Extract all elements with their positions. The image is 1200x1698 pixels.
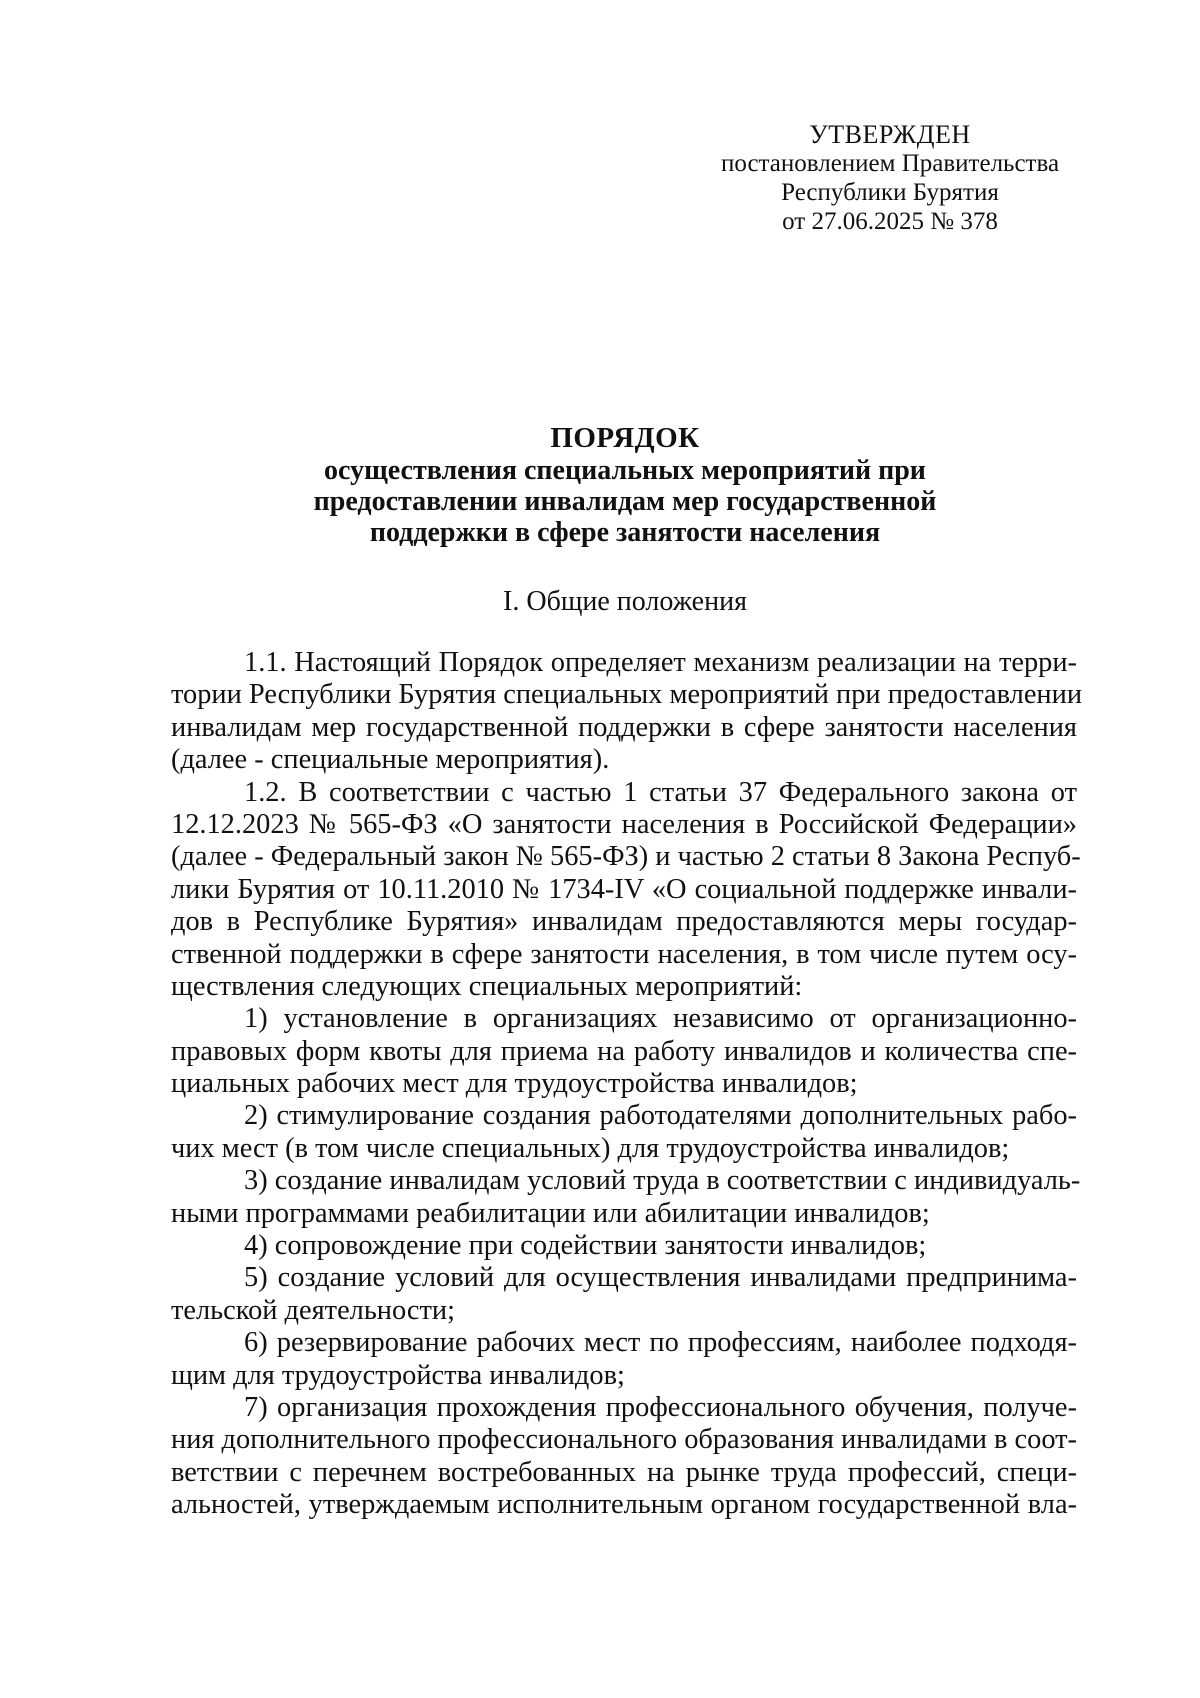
approval-line: Республики Бурятия	[781, 179, 999, 206]
body-line: тории Республики Бурятия специальных мероприятий при предоставлении	[171, 679, 1083, 711]
body-line: (далее - Федеральный закон № 565-ФЗ) и частью 2 статьи 8 Закона Респуб-	[171, 841, 1081, 873]
body-line: 7) организация прохождения профессионального обучения, получе-	[244, 1391, 1077, 1423]
body-line: ществления следующих специальных мероприятий:	[171, 970, 803, 1002]
body-line: 1) установление в организациях независимо от организационно-	[244, 1003, 1077, 1035]
body-line: правовых форм квоты для приема на работу инвалидов и количества спе-	[171, 1035, 1077, 1067]
body-line: ветствии с перечнем востребованных на рынке труда профессий, специ-	[171, 1456, 1077, 1488]
approval-line: постановлением Правительства	[720, 150, 1060, 177]
body-line: тельской деятельности;	[171, 1294, 455, 1326]
body-line: ственной поддержки в сфере занятости населения, в том числе путем осу-	[171, 938, 1077, 970]
body-line: дов в Республике Бурятия» инвалидам предоставляются меры государ-	[171, 906, 1077, 938]
body-line: 6) резервирование рабочих мест по профессиям, наиболее подходя-	[244, 1327, 1077, 1359]
body-line: 1.2. В соответствии с частью 1 статьи 37 Федерального закона от	[244, 776, 1077, 808]
body-text	[171, 647, 1083, 1522]
body-line: 5) создание условий для осуществления инвалидами предпринима-	[244, 1262, 1077, 1294]
title-main: ПОРЯДОК	[550, 422, 700, 454]
body-line: инвалидам мер государственной поддержки в сфере занятости населения	[171, 711, 1077, 743]
body-line: ния дополнительного профессионального образования инвалидами в соот-	[171, 1424, 1077, 1456]
approval-date-number: от 27.06.2025 № 378	[782, 208, 998, 235]
title-subtitle-line: предоставлении инвалидам мер государственной	[313, 486, 937, 517]
body-line: 2) стимулирование создания работодателями дополнительных рабо-	[244, 1100, 1077, 1132]
title-subtitle-line: осуществления специальных мероприятий при	[324, 455, 926, 486]
body-line: 12.12.2023 № 565-ФЗ «О занятости населения в Российской Федерации»	[171, 808, 1077, 840]
body-line: лики Бурятия от 10.11.2010 № 1734-IV «О социальной поддержке инвали-	[171, 873, 1077, 905]
body-line: альностей, утверждаемым исполнительным органом государственной вла-	[171, 1489, 1077, 1521]
body-line: 4) сопровождение при содействии занятости инвалидов;	[244, 1230, 927, 1262]
approval-stamp	[700, 120, 1080, 236]
body-line: щим для трудоустройства инвалидов;	[171, 1359, 625, 1391]
body-line: (далее - специальные мероприятия).	[171, 744, 610, 776]
body-line: циальных рабочих мест для трудоустройства инвалидов;	[171, 1068, 858, 1100]
body-line: чих мест (в том числе специальных) для трудоустройства инвалидов;	[171, 1132, 1010, 1164]
title-subtitle-line: поддержки в сфере занятости населения	[369, 517, 881, 548]
body-line: ными программами реабилитации или абилитации инвалидов;	[171, 1197, 930, 1229]
section-heading: I. Общие положения	[503, 586, 747, 617]
document-title	[200, 422, 1050, 548]
body-line: 3) создание инвалидам условий труда в соответствии с индивидуаль-	[244, 1165, 1081, 1197]
body-line: 1.1. Настоящий Порядок определяет механизм реализации на терри-	[244, 647, 1077, 678]
approval-heading: УТВЕРЖДЕН	[809, 120, 971, 149]
